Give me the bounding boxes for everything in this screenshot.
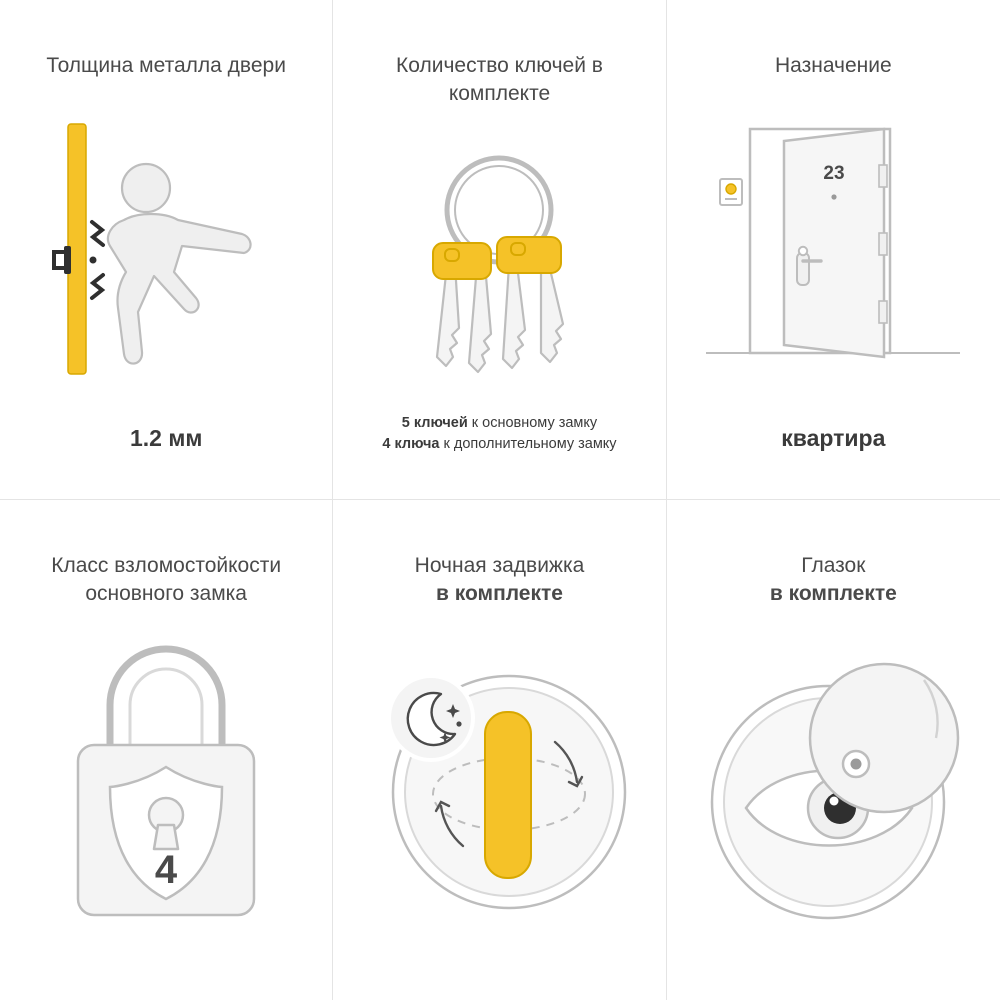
card-caption: 1.2 мм [129, 424, 203, 451]
card-title [770, 552, 897, 607]
door-number-label: 23 [823, 162, 845, 184]
card-keys-count [333, 0, 666, 500]
card-illustration [18, 80, 314, 422]
card-illustration [351, 607, 647, 956]
card-illustration [18, 607, 314, 956]
card-burglary-class [0, 500, 333, 1000]
card-title-line-1: Ночная задвижка [414, 554, 585, 577]
card-title: Толщина металла двери [46, 54, 286, 77]
peephole-eye-icon [688, 632, 978, 932]
caption-line-2 [382, 434, 616, 455]
card-title [415, 552, 585, 607]
card-title-line-2: в комплекте [436, 581, 563, 605]
keyring-keys-icon [369, 125, 629, 395]
card-illustration [685, 607, 982, 956]
card-caption [382, 413, 616, 455]
caption-line-1-rest: к основному замку [467, 414, 598, 431]
door-metal-impact-icon [46, 116, 286, 386]
caption-line-1-bold: 5 ключей [401, 414, 468, 431]
card-title-line-2: в комплекте [769, 581, 897, 605]
card-illustration [351, 107, 647, 413]
open-door-icon [698, 121, 968, 381]
card-illustration [685, 80, 982, 422]
card-caption: квартира [781, 424, 886, 451]
card-title: Назначение [774, 54, 892, 77]
class-badge-value: 4 [155, 847, 178, 892]
caption-line-1 [382, 413, 616, 434]
card-title: Класс взломостойкости основного замка [51, 554, 282, 605]
caption-line-2-bold: 4 ключа [382, 435, 440, 452]
card-night-latch [333, 500, 666, 1000]
card-metal-thickness [0, 0, 333, 500]
caption-line-2-rest: к дополнительному замку [439, 435, 617, 452]
card-title: Количество ключей в комплекте [396, 54, 603, 105]
padlock-shield-icon [26, 627, 306, 937]
card-purpose [667, 0, 1000, 500]
card-peephole [667, 500, 1000, 1000]
night-latch-icon [359, 632, 639, 932]
card-title-line-1: Глазок [801, 554, 866, 577]
